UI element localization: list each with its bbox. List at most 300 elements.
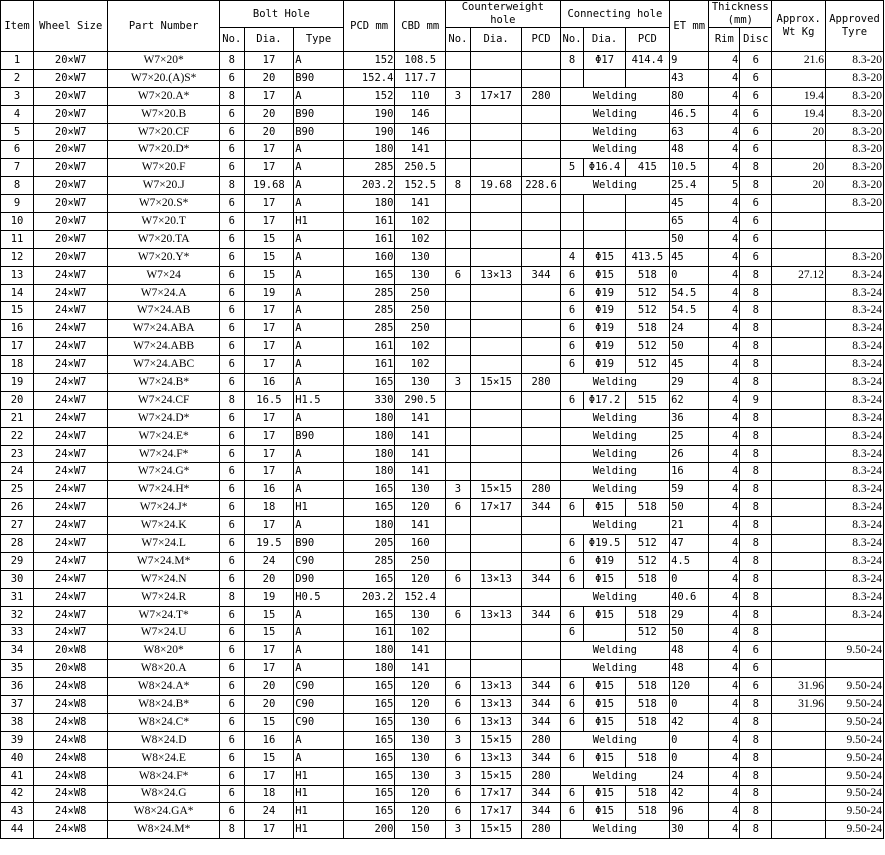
cell-ch-pcd: 518 — [625, 803, 669, 821]
cell-ch-pcd — [625, 213, 669, 231]
table-row — [1, 266, 884, 284]
table-row — [1, 123, 884, 141]
cell-cw-pcd: 344 — [522, 696, 560, 714]
table-row — [1, 356, 884, 374]
cell-no: 6 — [219, 463, 244, 481]
cell-dia: 17 — [244, 660, 294, 678]
cell-no: 6 — [219, 481, 244, 499]
cell-pcd: 161 — [343, 338, 395, 356]
cell-welding: Welding — [560, 463, 669, 481]
cell-ch-pcd: 518 — [625, 713, 669, 731]
cell-ch-dia: Φ19 — [584, 356, 625, 374]
cell-cw-dia: 15×15 — [470, 731, 522, 749]
cell-disc: 6 — [740, 87, 772, 105]
cell-dia: 17 — [244, 445, 294, 463]
cell-pcd: 165 — [343, 266, 395, 284]
cell-dia: 17 — [244, 320, 294, 338]
cell-cbd: 120 — [395, 803, 446, 821]
cell-item: 16 — [1, 320, 34, 338]
cell-disc: 8 — [740, 266, 772, 284]
cell-pcd: 165 — [343, 606, 395, 624]
cell-cw-dia — [470, 141, 522, 159]
header-item: Item — [1, 1, 34, 52]
table-row — [1, 105, 884, 123]
cell-part: W7×24.E* — [108, 427, 220, 445]
cell-cbd: 130 — [395, 767, 446, 785]
cell-cbd: 146 — [395, 123, 446, 141]
cell-cw-dia: 13×13 — [470, 749, 522, 767]
cell-cw-pcd — [522, 535, 560, 553]
table-row — [1, 696, 884, 714]
table-row — [1, 409, 884, 427]
cell-ch-no: 6 — [560, 320, 584, 338]
table-row — [1, 320, 884, 338]
cell-wt — [772, 427, 826, 445]
cell-disc: 6 — [740, 642, 772, 660]
cell-size: 24×W7 — [34, 463, 108, 481]
cell-part: W7×20.TA — [108, 230, 220, 248]
cell-type: B90 — [294, 535, 344, 553]
cell-disc: 6 — [740, 230, 772, 248]
cell-et: 48 — [670, 141, 709, 159]
cell-pcd: 285 — [343, 284, 395, 302]
cell-disc: 8 — [740, 356, 772, 374]
cell-size: 24×W7 — [34, 445, 108, 463]
cell-no: 6 — [219, 445, 244, 463]
cell-part: W7×24 — [108, 266, 220, 284]
cell-ch-dia: Φ19 — [584, 284, 625, 302]
cell-cw-pcd — [522, 320, 560, 338]
cell-item: 12 — [1, 248, 34, 266]
cell-ch-no: 6 — [560, 552, 584, 570]
cell-pcd: 203.2 — [343, 588, 395, 606]
cell-rim: 4 — [709, 105, 740, 123]
cell-part: W7×24.G* — [108, 463, 220, 481]
cell-disc: 6 — [740, 195, 772, 213]
table-row — [1, 445, 884, 463]
cell-dia: 15 — [244, 248, 294, 266]
cell-rim: 4 — [709, 87, 740, 105]
header-approx-weight: Approx. Wt Kg — [772, 1, 826, 52]
cell-et: 24 — [670, 320, 709, 338]
cell-disc: 8 — [740, 499, 772, 517]
cell-part: W8×24.C* — [108, 713, 220, 731]
cell-et: 0 — [670, 570, 709, 588]
cell-rim: 4 — [709, 821, 740, 839]
cell-cw-no — [446, 302, 471, 320]
header-bolt-dia: Dia. — [244, 28, 294, 52]
cell-no: 6 — [219, 105, 244, 123]
cell-cbd: 141 — [395, 463, 446, 481]
cell-rim: 4 — [709, 374, 740, 392]
cell-ch-no: 6 — [560, 284, 584, 302]
cell-tyre: 8.3-24 — [826, 266, 884, 284]
cell-part: W7×20.T — [108, 213, 220, 231]
cell-cw-pcd: 280 — [522, 87, 560, 105]
cell-size: 24×W8 — [34, 713, 108, 731]
cell-cbd: 141 — [395, 427, 446, 445]
cell-disc: 8 — [740, 767, 772, 785]
cell-cw-pcd — [522, 284, 560, 302]
cell-dia: 15 — [244, 713, 294, 731]
cell-cw-no: 6 — [446, 499, 471, 517]
cell-disc: 8 — [740, 409, 772, 427]
cell-tyre: 8.3-24 — [826, 302, 884, 320]
cell-wt — [772, 606, 826, 624]
cell-cw-pcd — [522, 213, 560, 231]
cell-cw-no: 6 — [446, 785, 471, 803]
cell-item: 3 — [1, 87, 34, 105]
cell-disc: 8 — [740, 159, 772, 177]
cell-et: 29 — [670, 374, 709, 392]
cell-ch-dia: Φ17 — [584, 52, 625, 70]
cell-item: 32 — [1, 606, 34, 624]
cell-cw-pcd: 344 — [522, 803, 560, 821]
cell-type: A — [294, 731, 344, 749]
cell-cbd: 250 — [395, 320, 446, 338]
cell-type: H1 — [294, 785, 344, 803]
header-connecting-hole: Connecting hole — [560, 1, 669, 28]
cell-welding: Welding — [560, 445, 669, 463]
cell-welding: Welding — [560, 588, 669, 606]
cell-rim: 4 — [709, 713, 740, 731]
cell-pcd: 180 — [343, 660, 395, 678]
cell-et: 45 — [670, 248, 709, 266]
cell-cw-pcd — [522, 660, 560, 678]
cell-cw-no: 3 — [446, 87, 471, 105]
cell-pcd: 165 — [343, 749, 395, 767]
cell-et: 42 — [670, 785, 709, 803]
cell-size: 24×W8 — [34, 749, 108, 767]
cell-wt: 31.96 — [772, 678, 826, 696]
cell-cw-dia — [470, 427, 522, 445]
cell-et: 4.5 — [670, 552, 709, 570]
cell-type: A — [294, 195, 344, 213]
cell-type: A — [294, 660, 344, 678]
cell-item: 42 — [1, 785, 34, 803]
cell-dia: 20 — [244, 69, 294, 87]
cell-welding: Welding — [560, 660, 669, 678]
cell-disc: 8 — [740, 535, 772, 553]
cell-size: 24×W7 — [34, 570, 108, 588]
cell-item: 41 — [1, 767, 34, 785]
cell-cbd: 141 — [395, 517, 446, 535]
cell-ch-dia: Φ15 — [584, 570, 625, 588]
cell-dia: 19.5 — [244, 535, 294, 553]
cell-et: 50 — [670, 499, 709, 517]
cell-cw-no — [446, 642, 471, 660]
cell-rim: 4 — [709, 52, 740, 70]
cell-dia: 17 — [244, 87, 294, 105]
cell-ch-dia: Φ15 — [584, 678, 625, 696]
cell-no: 6 — [219, 552, 244, 570]
cell-no: 6 — [219, 499, 244, 517]
cell-wt: 19.4 — [772, 105, 826, 123]
cell-size: 24×W8 — [34, 803, 108, 821]
table-row — [1, 338, 884, 356]
cell-ch-no: 6 — [560, 338, 584, 356]
cell-ch-pcd: 512 — [625, 356, 669, 374]
cell-cw-pcd: 280 — [522, 731, 560, 749]
cell-cw-pcd — [522, 123, 560, 141]
cell-cw-no: 3 — [446, 731, 471, 749]
cell-no: 6 — [219, 356, 244, 374]
cell-dia: 17 — [244, 821, 294, 839]
cell-item: 38 — [1, 713, 34, 731]
table-row — [1, 213, 884, 231]
cell-type: A — [294, 445, 344, 463]
cell-no: 6 — [219, 284, 244, 302]
cell-dia: 17 — [244, 642, 294, 660]
cell-size: 24×W7 — [34, 266, 108, 284]
cell-rim: 4 — [709, 588, 740, 606]
cell-rim: 4 — [709, 320, 740, 338]
cell-rim: 4 — [709, 570, 740, 588]
cell-ch-pcd: 515 — [625, 391, 669, 409]
cell-cbd: 130 — [395, 606, 446, 624]
table-row — [1, 195, 884, 213]
cell-wt: 31.96 — [772, 696, 826, 714]
cell-ch-dia — [584, 230, 625, 248]
cell-dia: 20 — [244, 123, 294, 141]
cell-ch-no: 6 — [560, 606, 584, 624]
cell-type: H1 — [294, 499, 344, 517]
cell-disc: 6 — [740, 678, 772, 696]
header-cw-dia: Dia. — [470, 28, 522, 52]
cell-rim: 4 — [709, 391, 740, 409]
cell-rim: 4 — [709, 427, 740, 445]
cell-pcd: 165 — [343, 678, 395, 696]
cell-cw-dia: 13×13 — [470, 570, 522, 588]
cell-dia: 15 — [244, 230, 294, 248]
cell-ch-dia: Φ19 — [584, 320, 625, 338]
cell-cbd: 102 — [395, 356, 446, 374]
cell-item: 7 — [1, 159, 34, 177]
cell-ch-no — [560, 69, 584, 87]
cell-ch-dia — [584, 213, 625, 231]
cell-pcd: 285 — [343, 302, 395, 320]
cell-item: 20 — [1, 391, 34, 409]
cell-ch-dia: Φ15 — [584, 749, 625, 767]
cell-ch-dia: Φ15 — [584, 606, 625, 624]
cell-cbd: 120 — [395, 696, 446, 714]
cell-disc: 6 — [740, 213, 772, 231]
cell-cbd: 250.5 — [395, 159, 446, 177]
cell-no: 6 — [219, 266, 244, 284]
cell-tyre: 9.50-24 — [826, 821, 884, 839]
cell-type: B90 — [294, 123, 344, 141]
cell-type: D90 — [294, 570, 344, 588]
cell-cw-dia — [470, 123, 522, 141]
cell-cw-pcd — [522, 552, 560, 570]
cell-cw-dia — [470, 248, 522, 266]
cell-size: 24×W7 — [34, 552, 108, 570]
header-cw-pcd: PCD — [522, 28, 560, 52]
cell-wt — [772, 803, 826, 821]
cell-disc: 6 — [740, 141, 772, 159]
cell-cw-dia — [470, 391, 522, 409]
cell-rim: 4 — [709, 767, 740, 785]
cell-size: 24×W7 — [34, 302, 108, 320]
cell-item: 15 — [1, 302, 34, 320]
cell-size: 24×W7 — [34, 481, 108, 499]
cell-ch-pcd: 415 — [625, 159, 669, 177]
cell-ch-dia — [584, 195, 625, 213]
cell-ch-no: 6 — [560, 785, 584, 803]
cell-pcd: 152.4 — [343, 69, 395, 87]
cell-et: 50 — [670, 624, 709, 642]
cell-ch-dia: Φ15 — [584, 499, 625, 517]
cell-wt — [772, 409, 826, 427]
cell-cw-dia: 17×17 — [470, 785, 522, 803]
cell-disc: 6 — [740, 105, 772, 123]
cell-size: 24×W7 — [34, 409, 108, 427]
cell-size: 20×W7 — [34, 69, 108, 87]
cell-rim: 4 — [709, 248, 740, 266]
cell-cbd: 141 — [395, 642, 446, 660]
table-row — [1, 427, 884, 445]
cell-ch-pcd — [625, 230, 669, 248]
cell-pcd: 165 — [343, 481, 395, 499]
cell-part: W8×24.G — [108, 785, 220, 803]
cell-type: B90 — [294, 105, 344, 123]
cell-item: 29 — [1, 552, 34, 570]
cell-tyre: 8.3-24 — [826, 606, 884, 624]
cell-cw-no — [446, 159, 471, 177]
cell-ch-dia: Φ15 — [584, 696, 625, 714]
cell-item: 5 — [1, 123, 34, 141]
header-pcd: PCD mm — [343, 1, 395, 52]
cell-tyre: 8.3-20 — [826, 195, 884, 213]
cell-et: 48 — [670, 642, 709, 660]
cell-tyre: 8.3-24 — [826, 463, 884, 481]
cell-no: 6 — [219, 606, 244, 624]
cell-no: 6 — [219, 427, 244, 445]
cell-wt — [772, 713, 826, 731]
cell-size: 20×W7 — [34, 159, 108, 177]
cell-cbd: 130 — [395, 374, 446, 392]
cell-ch-pcd: 518 — [625, 678, 669, 696]
cell-size: 20×W7 — [34, 230, 108, 248]
cell-part: W7×20.(A)S* — [108, 69, 220, 87]
cell-welding: Welding — [560, 767, 669, 785]
cell-ch-dia: Φ16.4 — [584, 159, 625, 177]
cell-et: 40.6 — [670, 588, 709, 606]
cell-rim: 4 — [709, 141, 740, 159]
cell-item: 33 — [1, 624, 34, 642]
cell-rim: 4 — [709, 230, 740, 248]
header-thickness: Thickness (mm) — [709, 1, 772, 28]
cell-cw-pcd — [522, 69, 560, 87]
cell-type: A — [294, 141, 344, 159]
cell-wt — [772, 213, 826, 231]
cell-size: 24×W7 — [34, 374, 108, 392]
cell-no: 6 — [219, 749, 244, 767]
cell-part: W8×24.B* — [108, 696, 220, 714]
cell-cw-pcd — [522, 517, 560, 535]
cell-ch-pcd: 512 — [625, 284, 669, 302]
table-row — [1, 230, 884, 248]
cell-dia: 17 — [244, 517, 294, 535]
cell-cw-no — [446, 230, 471, 248]
cell-size: 20×W7 — [34, 123, 108, 141]
cell-type: A — [294, 481, 344, 499]
cell-ch-pcd: 518 — [625, 785, 669, 803]
table-row — [1, 141, 884, 159]
cell-cbd: 152.5 — [395, 177, 446, 195]
cell-pcd: 190 — [343, 123, 395, 141]
cell-cw-pcd — [522, 52, 560, 70]
cell-dia: 19 — [244, 588, 294, 606]
table-row — [1, 606, 884, 624]
cell-size: 24×W7 — [34, 606, 108, 624]
cell-et: 48 — [670, 660, 709, 678]
cell-ch-pcd: 414.4 — [625, 52, 669, 70]
header-cw-no: No. — [446, 28, 471, 52]
cell-wt — [772, 356, 826, 374]
cell-cbd: 102 — [395, 624, 446, 642]
cell-type: A — [294, 409, 344, 427]
cell-cbd: 141 — [395, 445, 446, 463]
header-rim: Rim — [709, 28, 740, 52]
cell-rim: 4 — [709, 481, 740, 499]
cell-disc: 8 — [740, 517, 772, 535]
cell-cw-dia — [470, 409, 522, 427]
cell-part: W7×24.ABB — [108, 338, 220, 356]
cell-no: 6 — [219, 141, 244, 159]
cell-ch-no: 6 — [560, 570, 584, 588]
cell-type: A — [294, 284, 344, 302]
cell-cw-dia — [470, 445, 522, 463]
cell-rim: 4 — [709, 785, 740, 803]
cell-cw-no — [446, 409, 471, 427]
cell-no: 6 — [219, 731, 244, 749]
cell-cbd: 108.5 — [395, 52, 446, 70]
cell-part: W7×24.L — [108, 535, 220, 553]
cell-cw-dia — [470, 69, 522, 87]
cell-dia: 17 — [244, 767, 294, 785]
cell-item: 22 — [1, 427, 34, 445]
cell-dia: 17 — [244, 409, 294, 427]
cell-welding: Welding — [560, 177, 669, 195]
cell-cw-pcd: 228.6 — [522, 177, 560, 195]
cell-wt — [772, 248, 826, 266]
cell-wt — [772, 785, 826, 803]
cell-ch-pcd: 518 — [625, 499, 669, 517]
cell-cw-dia — [470, 552, 522, 570]
cell-size: 24×W7 — [34, 517, 108, 535]
cell-ch-dia — [584, 69, 625, 87]
cell-tyre: 9.50-24 — [826, 785, 884, 803]
header-bolt-hole: Bolt Hole — [219, 1, 343, 28]
cell-tyre: 8.3-24 — [826, 517, 884, 535]
cell-disc: 8 — [740, 445, 772, 463]
table-row — [1, 731, 884, 749]
header-et: ET mm — [670, 1, 709, 52]
cell-pcd: 152 — [343, 52, 395, 70]
cell-disc: 6 — [740, 248, 772, 266]
cell-pcd: 285 — [343, 320, 395, 338]
cell-ch-pcd — [625, 195, 669, 213]
header-approved-tyre: Approved Tyre — [826, 1, 884, 52]
cell-cw-pcd: 280 — [522, 767, 560, 785]
cell-ch-no: 5 — [560, 159, 584, 177]
cell-cbd: 102 — [395, 230, 446, 248]
cell-cw-no — [446, 123, 471, 141]
cell-type: A — [294, 320, 344, 338]
cell-cbd: 102 — [395, 213, 446, 231]
cell-rim: 4 — [709, 678, 740, 696]
